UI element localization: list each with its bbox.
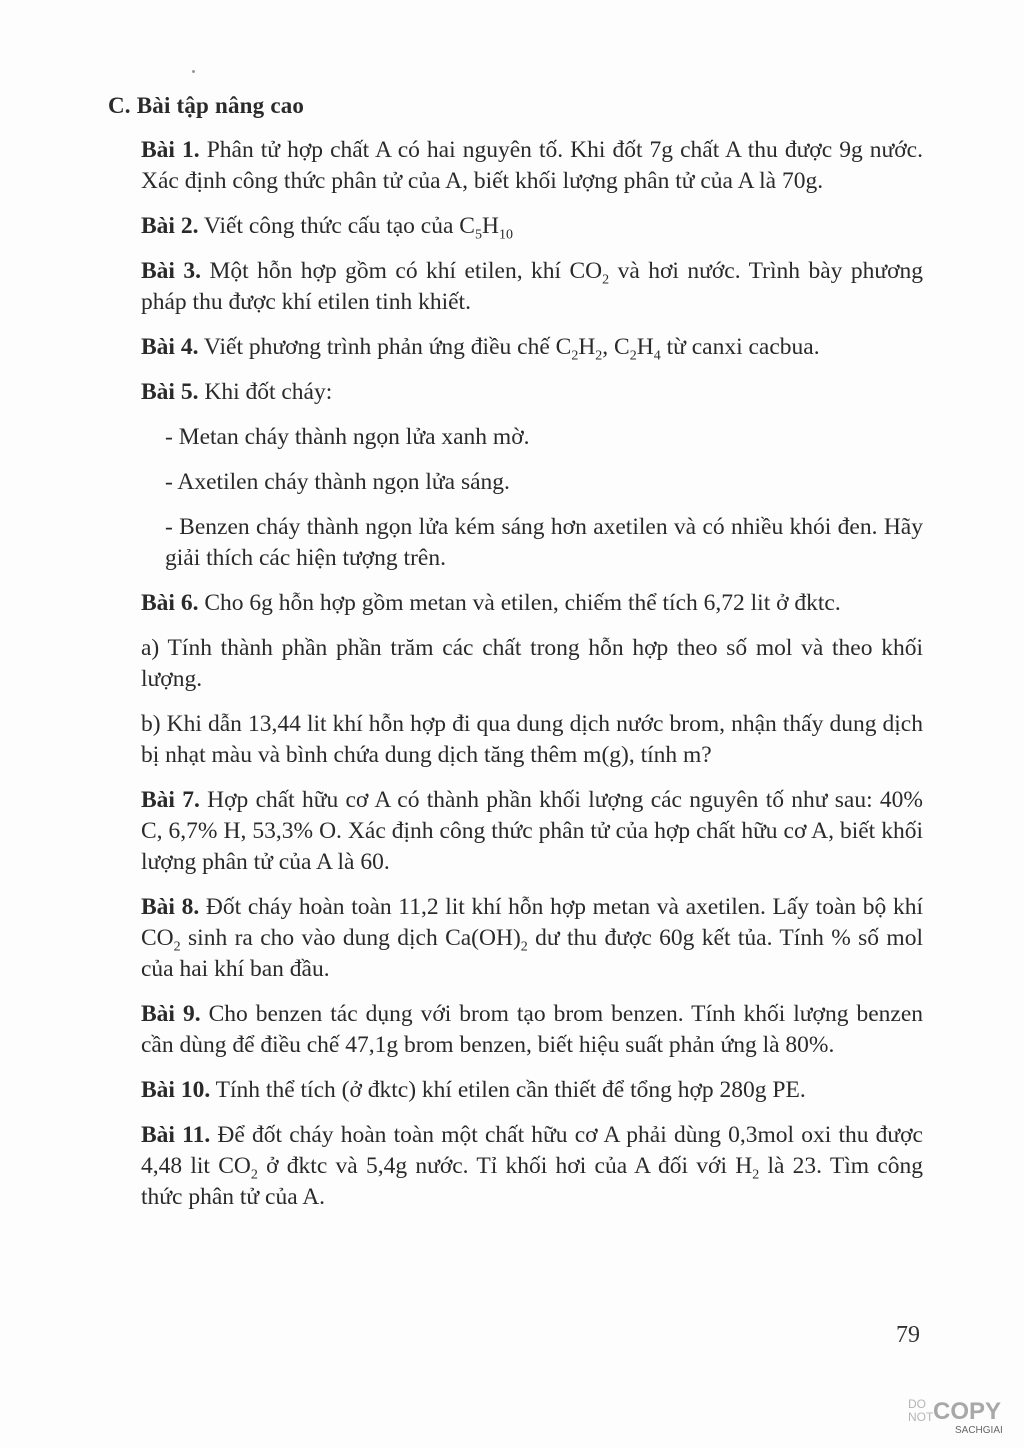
exercise-3 bbox=[141, 256, 923, 318]
subscript: 2 bbox=[571, 348, 579, 364]
watermark-logo bbox=[905, 1398, 1010, 1440]
exercise-label: Bài 1. bbox=[141, 137, 200, 163]
exercise-label: Bài 9. bbox=[141, 1001, 201, 1027]
exercise-text: ở đktc và 5,4g nước. Tỉ khối hơi của A đối với H bbox=[257, 1153, 753, 1179]
exercise-text: Phân tử hợp chất A có hai nguyên tố. Khi đốt 7g chất A thu được 9g nước. Xác định công thức phân tử của A, biết khối lượng phân tử của A là 70g. bbox=[141, 137, 923, 194]
subscript: 2 bbox=[173, 939, 181, 955]
exercise-text: Cho 6g hỗn hợp gồm metan và etilen, chiếm thể tích 6,72 lit ở đktc. bbox=[204, 590, 841, 616]
exercise-text: là 23. Tìm công thức phân tử của A. bbox=[141, 1153, 923, 1210]
exercise-text: từ canxi cacbua. bbox=[660, 334, 820, 360]
exercise-text: sinh ra cho vào dung dịch Ca(OH) bbox=[180, 925, 521, 951]
exercise-text: Một hỗn hợp gồm có khí etilen, khí CO bbox=[209, 258, 603, 284]
exercise-label: Bài 6. bbox=[141, 590, 199, 616]
subscript: 2 bbox=[250, 1167, 258, 1183]
exercise-7 bbox=[141, 785, 923, 878]
exercise-text: Tính thể tích (ở đktc) khí etilen cần thiết để tổng hợp 280g PE. bbox=[215, 1077, 806, 1103]
section-title: C. Bài tập nâng cao bbox=[108, 93, 305, 118]
exercise-label: Bài 3. bbox=[141, 258, 202, 284]
list-item: - Benzen cháy thành ngọn lửa kém sáng hơn axetilen và có nhiều khói đen. Hãy giải thích các hiện tượng trên. bbox=[165, 514, 923, 571]
exercise-1 bbox=[141, 135, 923, 197]
subscript: 2 bbox=[752, 1167, 760, 1183]
exercise-2 bbox=[141, 211, 923, 242]
exercise-label: Bài 8. bbox=[141, 894, 200, 920]
exercise-label: Bài 2. bbox=[141, 213, 199, 239]
exercise-text: Khi đốt cháy: bbox=[204, 379, 333, 405]
subscript: 2 bbox=[602, 272, 610, 288]
exercise-text: dư thu được 60g kết tủa. Tính % số mol của hai khí ban đầu. bbox=[141, 925, 923, 982]
exercise-text: Viết phương trình phản ứng điều chế C bbox=[203, 334, 572, 360]
exercise-9 bbox=[141, 999, 923, 1061]
exercise-text: H bbox=[481, 213, 499, 239]
list-item: - Axetilen cháy thành ngọn lửa sáng. bbox=[165, 469, 510, 495]
exercise-label: Bài 10. bbox=[141, 1077, 211, 1103]
exercise-text: Đốt cháy hoàn toàn 11,2 lit khí hỗn hợp metan và axetilen. Lấy toàn bộ khí CO bbox=[141, 894, 923, 951]
exercise-8 bbox=[141, 892, 923, 985]
exercise-text: Để đốt cháy hoàn toàn một chất hữu cơ A phải dùng 0,3mol oxi thu được 4,48 lit CO bbox=[141, 1122, 923, 1179]
exercise-text: H bbox=[636, 334, 654, 360]
subscript: 2 bbox=[629, 348, 637, 364]
speck-mark bbox=[192, 70, 195, 73]
exercise-10 bbox=[141, 1075, 923, 1106]
exercise-label: Bài 5. bbox=[141, 379, 199, 405]
list-item: - Metan cháy thành ngọn lửa xanh mờ. bbox=[165, 424, 530, 450]
exercise-text: và hơi nước. Trình bày phương pháp thu được khí etilen tinh khiết. bbox=[141, 258, 923, 315]
exercise-5 bbox=[141, 377, 923, 408]
subscript: 4 bbox=[653, 348, 661, 364]
exercise-6-part-b: b) Khi dẫn 13,44 lit khí hỗn hợp đi qua dung dịch nước brom, nhận thấy dung dịch bị nhạt màu và bình chứa dung dịch tăng thêm m(g), tính m? bbox=[141, 711, 923, 768]
exercise-11 bbox=[141, 1120, 923, 1213]
subscript: 2 bbox=[595, 348, 603, 364]
exercise-text: Hợp chất hữu cơ A có thành phần khối lượng các nguyên tố như sau: 40% C, 6,7% H, 53,3% O. Xác định công thức phân tử của hợp chất hữu cơ A, biết khối lượng phân tử của A là 60. bbox=[141, 787, 923, 875]
exercise-label: Bài 4. bbox=[141, 334, 199, 360]
watermark-copy: COPY bbox=[933, 1398, 1002, 1425]
watermark-brand: SACHGIAI bbox=[955, 1425, 1003, 1436]
watermark-do-not: DO NOT bbox=[908, 1397, 934, 1424]
page-content bbox=[108, 90, 923, 1227]
exercise-6-part-a: a) Tính thành phần phần trăm các chất trong hỗn hợp theo số mol và theo khối lượng. bbox=[141, 635, 923, 692]
exercise-4 bbox=[141, 332, 923, 363]
exercise-text: Viết công thức cấu tạo của C bbox=[203, 213, 475, 239]
page-number: 79 bbox=[896, 1322, 920, 1348]
exercise-text: H bbox=[578, 334, 596, 360]
exercise-text: , C bbox=[602, 334, 630, 360]
subscript: 2 bbox=[520, 939, 528, 955]
exercise-label: Bài 7. bbox=[141, 787, 200, 813]
exercise-text: Cho benzen tác dụng với brom tạo brom benzen. Tính khối lượng benzen cần dùng để điều chế 47,1g brom benzen, biết hiệu suất phản ứng là 80%. bbox=[141, 1001, 923, 1058]
subscript: 10 bbox=[498, 227, 513, 243]
subscript: 5 bbox=[474, 227, 482, 243]
exercise-label: Bài 11. bbox=[141, 1122, 211, 1148]
exercise-6 bbox=[141, 588, 923, 619]
